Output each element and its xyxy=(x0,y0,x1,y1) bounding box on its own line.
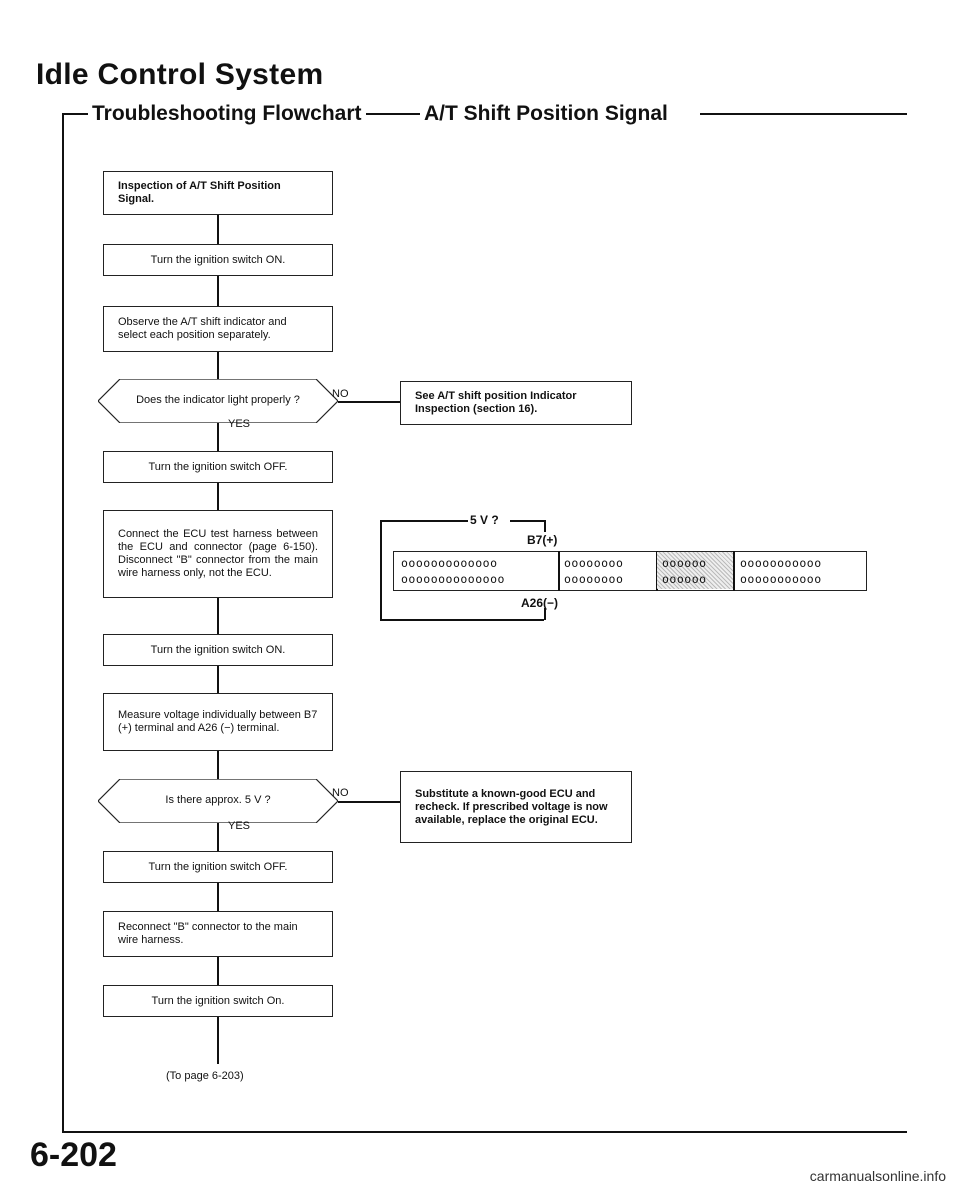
meter-lead-bottom xyxy=(380,619,544,621)
flow-no-action: See A/T shift position Indicator Inspection (section 16). xyxy=(400,381,632,425)
flow-step: Reconnect "B" connector to the main wire harness. xyxy=(103,911,333,957)
flow-step-start: Inspection of A/T Shift Position Signal. xyxy=(103,171,333,215)
flow-step: Turn the ignition switch OFF. xyxy=(103,851,333,883)
decision-yes-label: YES xyxy=(228,418,251,430)
connector-block-c-row1: oooooo xyxy=(662,556,707,570)
decision-question: Does the indicator light properly ? xyxy=(136,394,300,406)
terminal-b7-label: B7(+) xyxy=(527,533,558,547)
connector-divider xyxy=(733,551,735,591)
no-branch-line xyxy=(338,401,400,403)
connector-block-d-row1: ooooooooooo xyxy=(740,556,822,570)
frame-left xyxy=(62,113,64,1133)
section-subtitle: Troubleshooting Flowchart xyxy=(88,102,366,126)
flow-line xyxy=(217,1016,219,1064)
flow-no-action: Substitute a known-good ECU and recheck. If prescribed voltage is now available, replace the original ECU. xyxy=(400,771,632,843)
meter-lead-top xyxy=(380,520,468,522)
meter-lead-pos xyxy=(544,520,546,532)
connector-block-a-row2: oooooooooooooo xyxy=(401,572,505,586)
page-title: Idle Control System xyxy=(36,58,324,91)
flow-step: Measure voltage individually between B7 (+) terminal and A26 (−) terminal. xyxy=(103,693,333,751)
meter-lead-top xyxy=(510,520,544,522)
flow-step: Connect the ECU test harness between the ECU and connector (page 6-150). Disconnect "B" connector from the main wire harness only, not the ECU. xyxy=(103,510,333,598)
terminal-a26-label: A26(−) xyxy=(521,596,559,610)
flow-step: Observe the A/T shift indicator and select each position separately. xyxy=(103,306,333,352)
connector-divider xyxy=(558,551,560,591)
page-number: 6-202 xyxy=(30,1136,117,1174)
connector-block-c-row2: oooooo xyxy=(662,572,707,586)
watermark: carmanualsonline.info xyxy=(809,1168,946,1184)
no-branch-line xyxy=(338,801,400,803)
decision-yes-label: YES xyxy=(228,820,251,832)
decision-question: Is there approx. 5 V ? xyxy=(165,794,271,806)
header-rule-right xyxy=(700,113,907,115)
continue-reference: (To page 6-203) xyxy=(166,1070,244,1082)
connector-block-a-row1: ooooooooooooo xyxy=(401,556,498,570)
connector-block-d-row2: ooooooooooo xyxy=(740,572,822,586)
flow-step: Turn the ignition switch On. xyxy=(103,985,333,1017)
flow-step: Turn the ignition switch ON. xyxy=(103,244,333,276)
connector-block-b-row2: oooooooo xyxy=(564,572,624,586)
connector-block-b-row1: oooooooo xyxy=(564,556,624,570)
flow-step: Turn the ignition switch ON. xyxy=(103,634,333,666)
topic-subtitle: A/T Shift Position Signal xyxy=(420,102,672,126)
flow-step: Turn the ignition switch OFF. xyxy=(103,451,333,483)
frame-bottom xyxy=(62,1131,907,1133)
meter-lead-left xyxy=(380,520,382,620)
decision-no-label: NO xyxy=(332,787,349,799)
voltage-label: 5 V ? xyxy=(470,513,499,527)
decision-no-label: NO xyxy=(332,388,349,400)
